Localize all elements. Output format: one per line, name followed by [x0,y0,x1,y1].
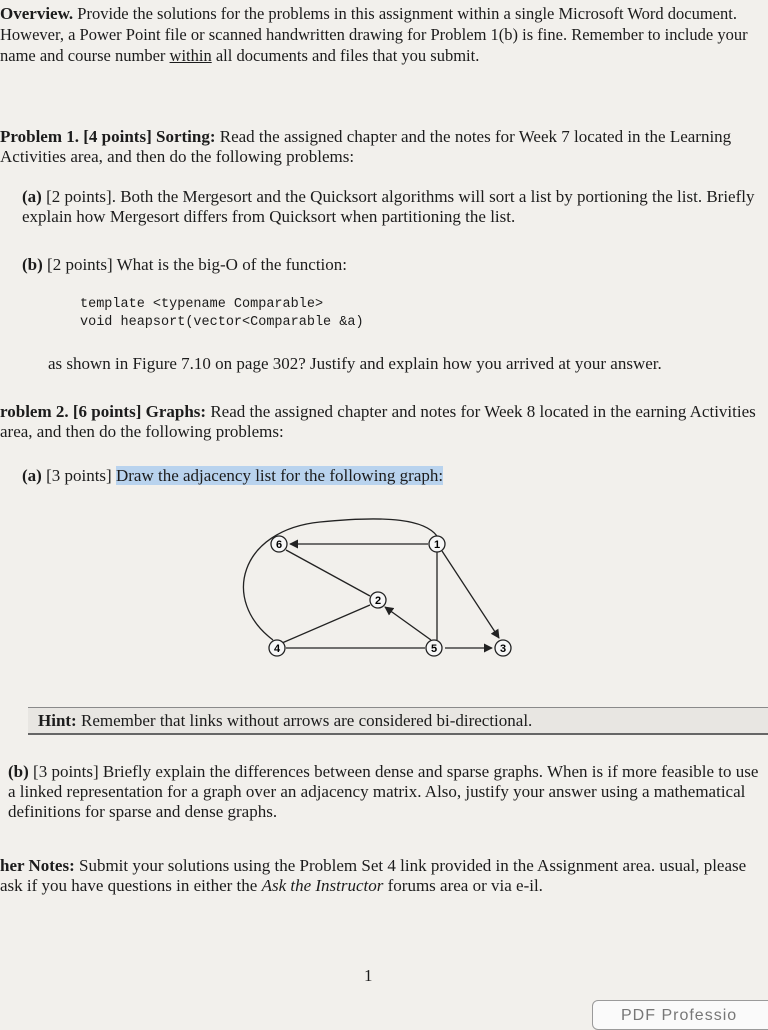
node-4-label: 4 [273,643,281,655]
node-5-label: 5 [430,643,438,655]
notes-text-1: Submit your solutions using the Problem Set 4 link provided in the Assignment area. usual, please ask if you have questions in either the [0,856,747,895]
node-1-label: 1 [433,539,441,551]
hint-box [28,707,768,735]
problem1-title: Problem 1. [4 points] Sorting: [0,127,216,146]
page-number: 1 [364,966,373,985]
edge-6-2 [286,550,370,596]
node-2 [370,592,386,608]
problem2-part-a [22,466,757,486]
problem1-text: Read the assigned chapter and the notes for Week 7 located in the Learning Activities area, and then do the following problems: [0,127,732,166]
overview-label: Overview. [0,4,74,23]
code-line-2: void heapsort(vector<Comparable &a) [80,315,364,330]
problem2-a-highlight: Draw the adjacency list for the following graph: [115,466,444,485]
node-6 [271,536,287,552]
edge-4-2 [282,605,370,643]
hint-text: Remember that links without arrows are considered bi-directional. [76,711,533,730]
overview-paragraph [0,4,760,67]
node-6-label: 6 [275,539,283,551]
other-notes [0,856,762,896]
pdf-professional-badge[interactable]: PDF Professio [592,1000,768,1030]
problem2-heading [0,402,760,442]
edge-1-3 [442,551,499,638]
problem1-heading [0,127,760,167]
problem1-a-tag: (a) [22,187,42,206]
directed-graph-figure [240,510,530,660]
problem1-b-tag: (b) [22,255,43,274]
code-line-1: template <typename Comparable> [80,297,324,312]
problem2-a-tag: (a) [22,466,42,485]
problem2-part-b [8,762,760,822]
hint-label: Hint: [38,711,77,730]
node-4 [269,640,285,656]
edge-5-2 [385,607,431,640]
problem1-part-a [22,187,757,227]
node-1 [429,536,445,552]
node-2-label: 2 [374,595,382,607]
problem2-a-prefix: [3 points] [41,466,116,485]
problem1-part-b [22,255,757,275]
node-3-label: 3 [499,643,507,655]
problem2-b-tag: (b) [8,762,29,781]
notes-text-2: forums area or via e-il. [383,876,543,895]
problem1-a-text: [2 points]. Both the Mergesort and the Quicksort algorithms will sort a list by portioning the list. Briefly explain how Mergesort differs from Quicksort when partitioning the list. [22,187,755,226]
overview-text-end: all documents and files that you submit. [211,46,480,65]
notes-italic: Ask the Instructor [261,876,384,895]
problem1-b-after: as shown in Figure 7.10 on page 302? Justify and explain how you arrived at your answer. [48,354,662,373]
notes-label: her Notes: [0,856,75,875]
node-3 [495,640,511,656]
problem1-b-text: [2 points] What is the big-O of the function: [42,255,347,274]
overview-text: Provide the solutions for the problems in this assignment within a single Microsoft Word document. However, a Power Point file or scanned handwritten drawing for Problem 1(b) is fine. Remember to include your name and course number [0,4,748,65]
overview-underlined: within [169,46,212,65]
problem2-title: roblem 2. [6 points] Graphs: [0,402,207,421]
problem2-text: Read the assigned chapter and notes for Week 8 located in the earning Activities area, and then do the following problems: [0,402,756,441]
problem2-b-text: [3 points] Briefly explain the differences between dense and sparse graphs. When is if more feasible to use a linked representation for a graph over an adjacency matrix. Also, justify your answer using a mathematical definitions for sparse and dense graphs. [8,762,759,821]
node-5 [426,640,442,656]
